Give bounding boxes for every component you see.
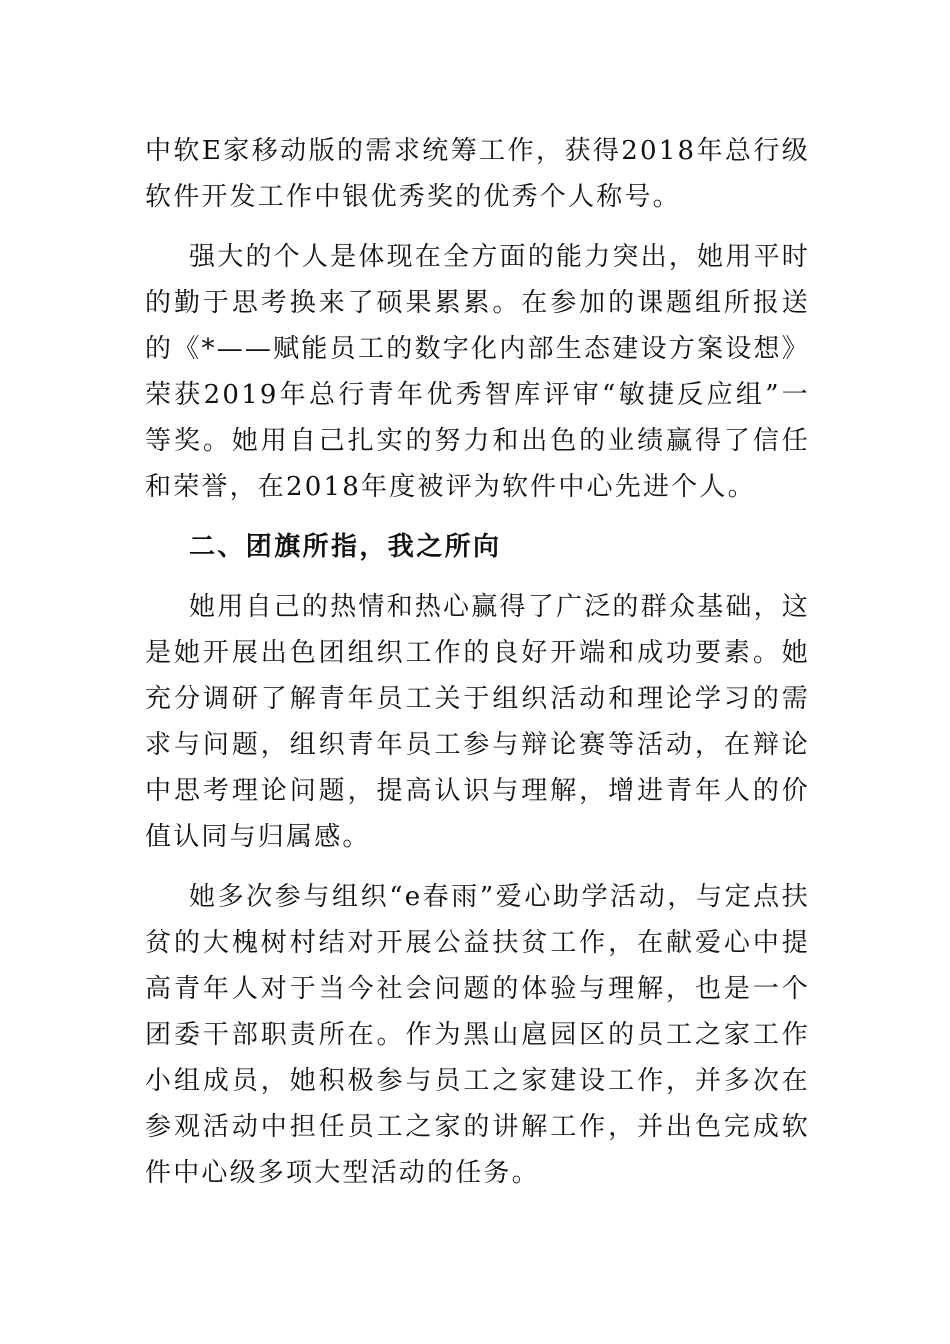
- paragraph-continuation: 中软E家移动版的需求统筹工作，获得2018年总行级软件开发工作中银优秀奖的优秀个人称号。: [145, 136, 810, 212]
- document-page: [145, 128, 810, 1210]
- section-heading: 二、团旗所指，我之所向: [189, 532, 502, 562]
- paragraph-organization-work: 她用自己的热情和热心赢得了广泛的群众基础，这是她开展出色团组织工作的良好开端和成功要素。她充分调研了解青年员工关于组织活动和理论学习的需求与问题，组织青年员工参与辩论赛等活动，在辩论中思考理论问题，提高认识与理解，增进青年人的价值认同与归属感。: [145, 592, 810, 852]
- paragraph-volunteer-work: 她多次参与组织“e春雨”爱心助学活动，与定点扶贫的大槐树村结对开展公益扶贫工作，在献爱心中提高青年人对于当今社会问题的体验与理解，也是一个团委干部职责所在。作为黑山扈园区的员工之家工作小组成员，她积极参与员工之家建设工作，并多次在参观活动中担任员工之家的讲解工作，并出色完成软件中心级多项大型活动的任务。: [145, 882, 810, 1188]
- paragraph-achievements: 强大的个人是体现在全方面的能力突出，她用平时的勤于思考换来了硕果累累。在参加的课题组所报送的《*——赋能员工的数字化内部生态建设方案设想》荣获2019年总行青年优秀智库评审“敏捷反应组”一等奖。她用自己扎实的努力和出色的业绩赢得了信任和荣誉，在2018年度被评为软件中心先进个人。: [145, 242, 810, 502]
